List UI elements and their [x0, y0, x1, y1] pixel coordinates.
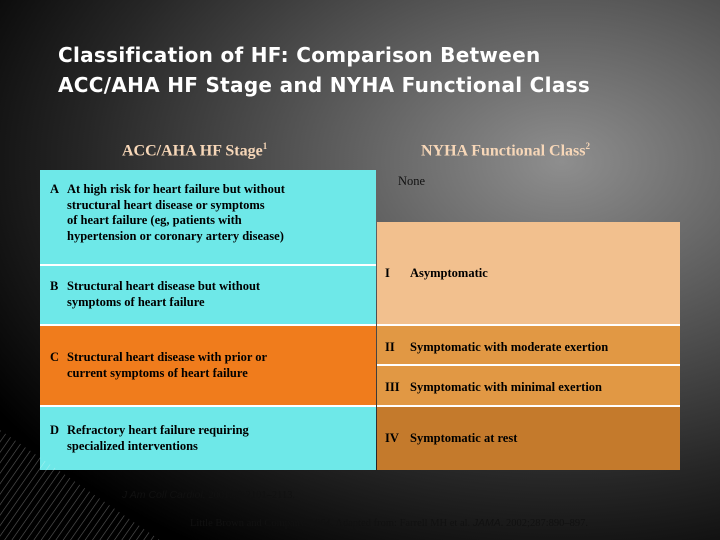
reference-2 — [190, 517, 588, 529]
nyha-class-i — [377, 222, 680, 326]
nyha-class-i-numeral: I — [385, 266, 390, 280]
slide-title — [58, 40, 698, 100]
stage-a — [40, 170, 376, 266]
nyha-none-cell — [377, 170, 680, 222]
nyha-class-iii — [377, 366, 680, 407]
reference-1 — [40, 489, 295, 501]
reference-2-text: Little Brown and Company, 1964. Adapted from: Farrell MH et al. — [190, 518, 471, 529]
nyha-class-header-sup: 2 — [585, 141, 590, 151]
slide-title-line-2: ACC/AHA HF Stage and NYHA Functional Class — [58, 73, 591, 97]
stage-d-letter: D — [50, 423, 60, 437]
stage-b-line-1: Structural heart disease but without — [67, 279, 261, 293]
stage-a-line-3: of heart failure (eg, patients with — [67, 213, 242, 227]
reference-2-citation: . 2002;287:890–897. — [500, 518, 589, 529]
stage-c — [40, 326, 376, 407]
nyha-class-ii-numeral: II — [385, 340, 395, 354]
decorative-hatch — [0, 410, 160, 540]
reference-2-journal: JAMA — [472, 517, 501, 529]
reference-1-citation: 2001;38:2101–2113. — [205, 490, 296, 501]
stage-a-line-2: structural heart disease or symptoms — [67, 197, 265, 212]
stage-b — [40, 266, 376, 326]
stage-d-line-1: Refractory heart failure requiring — [67, 423, 249, 437]
nyha-class-iii-text: Symptomatic with minimal exertion — [410, 380, 602, 394]
stage-b-line-2: symptoms of heart failure — [67, 294, 205, 309]
acc-aha-stage-header-sup: 1 — [262, 141, 268, 151]
stage-a-line-4: hypertension or coronary artery disease) — [67, 228, 284, 243]
acc-aha-stage-header — [122, 141, 267, 160]
nyha-none-label: None — [398, 174, 426, 188]
nyha-class-header — [421, 141, 590, 160]
stage-c-letter: C — [50, 350, 60, 364]
stage-b-letter: B — [50, 279, 59, 293]
stage-a-line-1: At high risk for heart failure but without — [67, 182, 285, 196]
nyha-class-iv — [377, 407, 680, 470]
stage-a-letter: A — [50, 182, 60, 196]
nyha-class-i-text: Asymptomatic — [410, 266, 488, 280]
nyha-class-iii-numeral: III — [385, 380, 400, 394]
nyha-class-iv-text: Symptomatic at rest — [410, 431, 518, 445]
reference-1-journal: J Am Coll Cardiol. — [122, 489, 206, 501]
acc-aha-stage-header-text: ACC/AHA HF Stage — [122, 142, 263, 160]
slide-title-line-1: Classification of HF: Comparison Between — [58, 43, 541, 67]
nyha-class-header-text: NYHA Functional Class — [421, 142, 586, 160]
nyha-class-ii-text: Symptomatic with moderate exertion — [410, 340, 609, 354]
nyha-class-ii — [377, 326, 680, 366]
stage-c-line-1: Structural heart disease with prior or — [67, 350, 268, 364]
nyha-class-iv-numeral: IV — [385, 431, 399, 445]
stage-d-line-2: specialized interventions — [67, 438, 198, 453]
stage-c-line-2: current symptoms of heart failure — [67, 365, 248, 380]
